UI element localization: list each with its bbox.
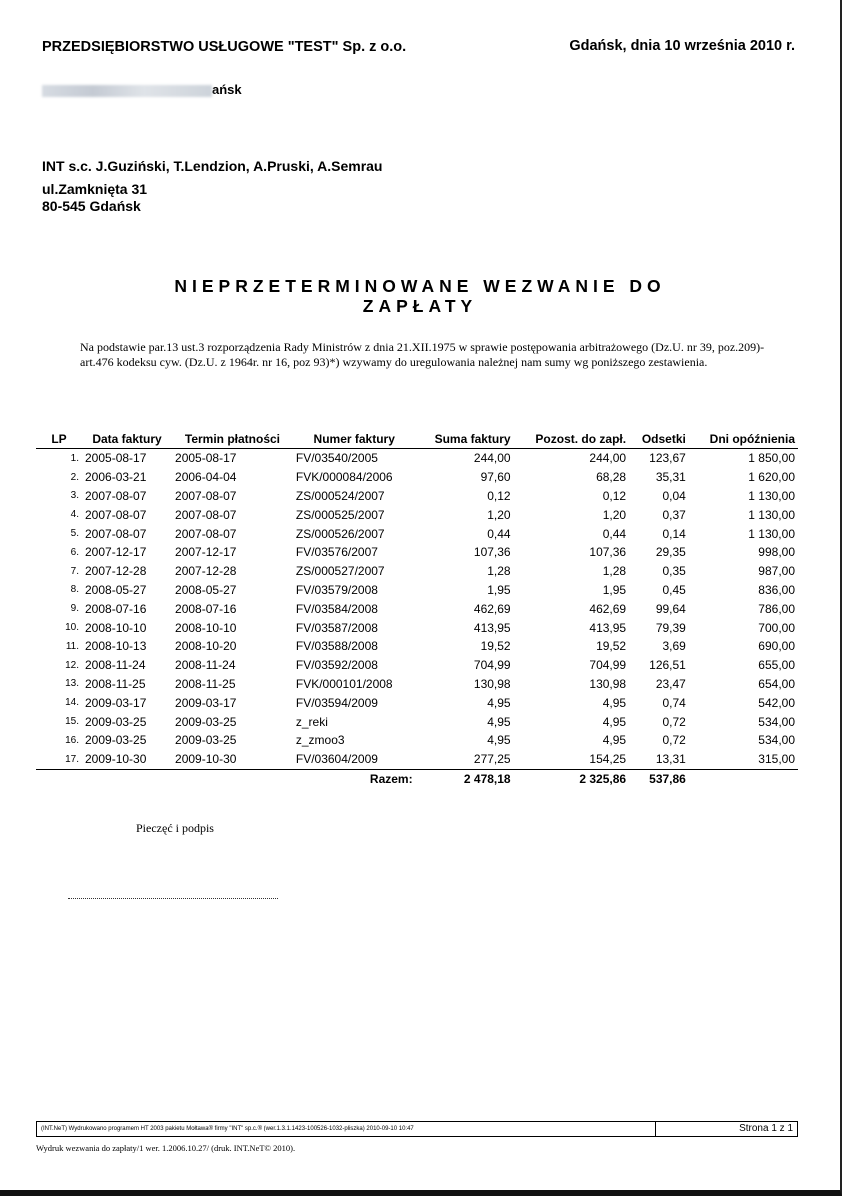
cell-invoice-number: FV/03540/2005 [295,451,378,466]
cell-lp: 11. [65,640,79,652]
cell-invoice-date: 2008-11-25 [85,676,146,691]
cell-interest: 0,14 [662,526,686,541]
cell-remaining: 107,36 [589,545,627,560]
cell-remaining: 413,95 [589,620,627,635]
cell-lp: 12. [65,659,79,671]
header-due-date: Termin płatności [172,430,293,449]
cell-days-late: 315,00 [689,750,798,769]
cell-interest: 0,74 [662,695,686,710]
cell-lp: 15. [65,716,79,728]
totals-empty [689,769,798,788]
cell-days-late: 1 130,00 [748,526,795,541]
page-number: Strona 1 z 1 [655,1122,797,1136]
cell-remaining: 4,95 [602,714,627,729]
cell-days-late: 534,00 [758,733,795,748]
cell-invoice-number: z_zmoo3 [295,733,345,748]
cell-invoice-sum: 0,12 [487,488,511,503]
cell-lp: 5. [70,528,79,540]
cell-interest: 79,39 [655,620,686,635]
cell-invoice-sum: 1,28 [487,564,511,579]
cell-remaining: 244,00 [589,451,627,466]
table-row [36,581,798,600]
cell-due-date: 2008-10-10 [175,620,237,635]
cell-remaining: 0,44 [602,526,627,541]
cell-invoice-date: 2007-12-17 [85,545,147,560]
cell-interest: 13,31 [629,750,689,769]
redacted-address [42,85,212,97]
cell-lp: 16. [65,734,79,746]
document-title [80,276,760,316]
cell-lp: 6. [70,546,79,558]
table-row [36,731,798,750]
document-title-line1: NIEPRZETERMINOWANE WEZWANIE DO [174,276,666,296]
cell-interest: 29,35 [655,545,686,560]
cell-due-date: 2008-07-16 [175,601,237,616]
cell-due-date: 2007-08-07 [175,526,237,541]
cell-invoice-number: FV/03588/2008 [295,639,378,654]
cell-due-date: 2009-03-25 [175,733,237,748]
recipient-city: 80-545 Gdańsk [42,198,141,214]
cell-invoice-number: ZS/000527/2007 [295,564,385,579]
cell-days-late: 1 850,00 [748,451,795,466]
cell-lp: 10. [65,622,79,634]
cell-invoice-number: FV/03579/2008 [295,582,378,597]
cell-remaining: 462,69 [589,601,627,616]
header-invoice-date: Data faktury [82,430,172,449]
cell-remaining: 68,28 [596,470,627,485]
cell-remaining: 4,95 [602,733,627,748]
cell-invoice-number: ZS/000525/2007 [295,507,385,522]
totals-row [36,769,798,788]
cell-remaining: 130,98 [589,676,627,691]
cell-interest: 99,64 [655,601,686,616]
cell-interest: 23,47 [655,676,686,691]
cell-due-date: 2008-10-20 [175,639,237,654]
cell-invoice-sum: 244,00 [473,451,511,466]
cell-due-date: 2008-11-25 [175,676,236,691]
cell-invoice-number: FV/03604/2009 [293,750,416,769]
footer-info: (INT.NeT) Wydrukowano programem HT 2003 pakietu Mołtawa® firmy "INT" sp.c.® (wer.1.3.1.1423-100526-1032-pliszka) 2010-09-10 10:47 [41,1126,414,1132]
header-days-late: Dni opóźnienia [689,430,798,449]
cell-invoice-number: ZS/000526/2007 [295,526,385,541]
cell-days-late: 987,00 [758,564,795,579]
cell-invoice-date: 2007-08-07 [85,526,147,541]
cell-invoice-sum: 413,95 [473,620,511,635]
table-row [36,524,798,543]
totals-sum: 2 478,18 [463,771,511,786]
cell-remaining: 1,95 [602,582,627,597]
print-note: Wydruk wezwania do zapłaty/1 wer. 1.2006.10.27/ (druk. INT.NeT© 2010). [36,1143,296,1153]
sender-address-visible: ańsk [212,82,242,97]
table-row [36,562,798,581]
cell-interest: 0,72 [662,733,686,748]
cell-remaining: 4,95 [602,695,627,710]
cell-invoice-date: 2009-03-25 [85,733,147,748]
cell-invoice-date: 2008-11-24 [85,658,146,673]
cell-lp: 3. [70,490,79,502]
totals-interest: 537,86 [649,771,686,786]
header-remaining: Pozost. do zapł. [514,430,629,449]
intro-paragraph: Na podstawie par.13 ust.3 rozporządzenia Rady Ministrów z dnia 21.XII.1975 w sprawie postępowania arbitrażowego (Dz.U. nr 39, poz.209)-art.476 kodeksu cyw. (Dz.U. z 1964r. nr 16, poz 93)*) wzywamy do uregulowania należnej nam sumy wg poniższego zestawienia. [80,340,765,369]
cell-interest: 0,04 [662,488,686,503]
cell-due-date: 2007-08-07 [175,488,237,503]
table-row [36,637,798,656]
cell-invoice-sum: 19,52 [480,639,511,654]
cell-invoice-date: 2009-10-30 [82,750,172,769]
cell-lp: 4. [70,509,79,521]
cell-invoice-date: 2008-07-16 [85,601,147,616]
cell-due-date: 2008-11-24 [175,658,236,673]
cell-due-date: 2009-10-30 [172,750,293,769]
cell-invoice-number: FV/03587/2008 [295,620,378,635]
cell-lp: 8. [70,584,79,596]
cell-invoice-sum: 4,95 [487,714,511,729]
signature-line [68,898,278,899]
cell-days-late: 836,00 [758,582,795,597]
totals-label: Razem: [369,771,413,786]
cell-days-late: 998,00 [758,545,795,560]
invoice-table [36,430,798,788]
cell-remaining: 154,25 [514,750,629,769]
cell-days-late: 654,00 [758,676,795,691]
header-lp: LP [36,430,82,449]
table-row [36,468,798,487]
cell-interest: 123,67 [649,451,686,466]
cell-invoice-date: 2007-08-07 [85,488,147,503]
cell-days-late: 690,00 [758,639,795,654]
table-row [36,543,798,562]
cell-invoice-number: FV/03594/2009 [295,695,378,710]
cell-due-date: 2009-03-17 [175,695,237,710]
header-invoice-sum: Suma faktury [416,430,514,449]
header-invoice-number: Numer faktury [293,430,416,449]
cell-remaining: 19,52 [596,639,627,654]
cell-due-date: 2009-03-25 [175,714,237,729]
place-date: Gdańsk, dnia 10 września 2010 r. [569,38,795,54]
cell-invoice-sum: 704,99 [473,658,511,673]
cell-lp: 9. [70,603,79,615]
table-row [36,449,798,468]
cell-interest: 3,69 [662,639,686,654]
cell-lp: 14. [65,697,79,709]
table-row [36,505,798,524]
cell-invoice-date: 2006-03-21 [85,470,147,485]
cell-interest: 126,51 [649,658,686,673]
recipient-street: ul.Zamknięta 31 [42,181,148,197]
table-row [36,656,798,675]
cell-interest: 0,72 [662,714,686,729]
sender-name: PRZEDSIĘBIORSTWO USŁUGOWE "TEST" Sp. z o.o. [42,39,407,55]
cell-interest: 35,31 [655,470,686,485]
cell-days-late: 655,00 [758,658,795,673]
cell-days-late: 700,00 [758,620,795,635]
cell-lp: 7. [70,565,79,577]
cell-invoice-number: ZS/000524/2007 [295,488,385,503]
table-row [36,599,798,618]
cell-due-date: 2007-12-28 [175,564,237,579]
cell-invoice-date: 2009-03-17 [85,695,147,710]
table-row [36,675,798,694]
cell-due-date: 2008-05-27 [175,582,237,597]
cell-due-date: 2007-08-07 [175,507,237,522]
sender-address [42,82,242,100]
table-row [36,693,798,712]
cell-due-date: 2005-08-17 [175,451,237,466]
cell-remaining: 1,20 [602,507,627,522]
cell-invoice-date: 2005-08-17 [85,451,147,466]
cell-invoice-date: 2008-10-13 [85,639,147,654]
cell-remaining: 0,12 [602,488,627,503]
cell-lp: 17. [36,750,82,769]
cell-remaining: 1,28 [602,564,627,579]
recipient-block [42,158,382,215]
cell-interest: 0,45 [662,582,686,597]
cell-invoice-number: z_reki [295,714,328,729]
table-row [36,712,798,731]
cell-invoice-sum: 1,20 [487,507,511,522]
cell-invoice-sum: 4,95 [487,733,511,748]
cell-invoice-number: FVK/000084/2006 [295,470,393,485]
cell-invoice-sum: 462,69 [473,601,511,616]
cell-invoice-number: FV/03576/2007 [295,545,378,560]
cell-days-late: 1 620,00 [748,470,795,485]
table-row [36,618,798,637]
cell-days-late: 534,00 [758,714,795,729]
cell-invoice-number: FVK/000101/2008 [295,676,393,691]
cell-invoice-sum: 4,95 [487,695,511,710]
cell-days-late: 542,00 [758,695,795,710]
cell-invoice-sum: 1,95 [487,582,511,597]
table-row [36,750,798,769]
table-header-row [36,430,798,449]
cell-invoice-date: 2007-08-07 [85,507,147,522]
cell-invoice-date: 2007-12-28 [85,564,147,579]
cell-due-date: 2006-04-04 [175,470,237,485]
cell-invoice-number: FV/03592/2008 [295,658,378,673]
cell-invoice-number: FV/03584/2008 [295,601,378,616]
cell-remaining: 704,99 [589,658,627,673]
cell-interest: 0,37 [662,507,686,522]
totals-remaining: 2 325,86 [579,771,627,786]
cell-days-late: 1 130,00 [748,488,795,503]
stamp-label: Pieczęć i podpis [136,821,214,835]
cell-invoice-date: 2008-10-10 [85,620,147,635]
table-row [36,487,798,506]
header-interest: Odsetki [629,430,689,449]
cell-invoice-sum: 107,36 [473,545,511,560]
cell-invoice-sum: 130,98 [473,676,511,691]
cell-invoice-date: 2009-03-25 [85,714,147,729]
cell-invoice-sum: 97,60 [480,470,511,485]
cell-invoice-date: 2008-05-27 [85,582,147,597]
footer-bar [36,1121,798,1137]
cell-lp: 13. [65,678,79,690]
cell-lp: 2. [70,471,79,483]
cell-invoice-sum: 277,25 [416,750,514,769]
cell-interest: 0,35 [662,564,686,579]
cell-lp: 1. [70,452,79,464]
cell-invoice-sum: 0,44 [487,526,511,541]
cell-days-late: 786,00 [758,601,795,616]
cell-due-date: 2007-12-17 [175,545,237,560]
recipient-name: INT s.c. J.Guziński, T.Lendzion, A.Pruski, A.Semrau [42,158,383,174]
cell-days-late: 1 130,00 [748,507,795,522]
document-title-line2: ZAPŁATY [362,296,478,316]
